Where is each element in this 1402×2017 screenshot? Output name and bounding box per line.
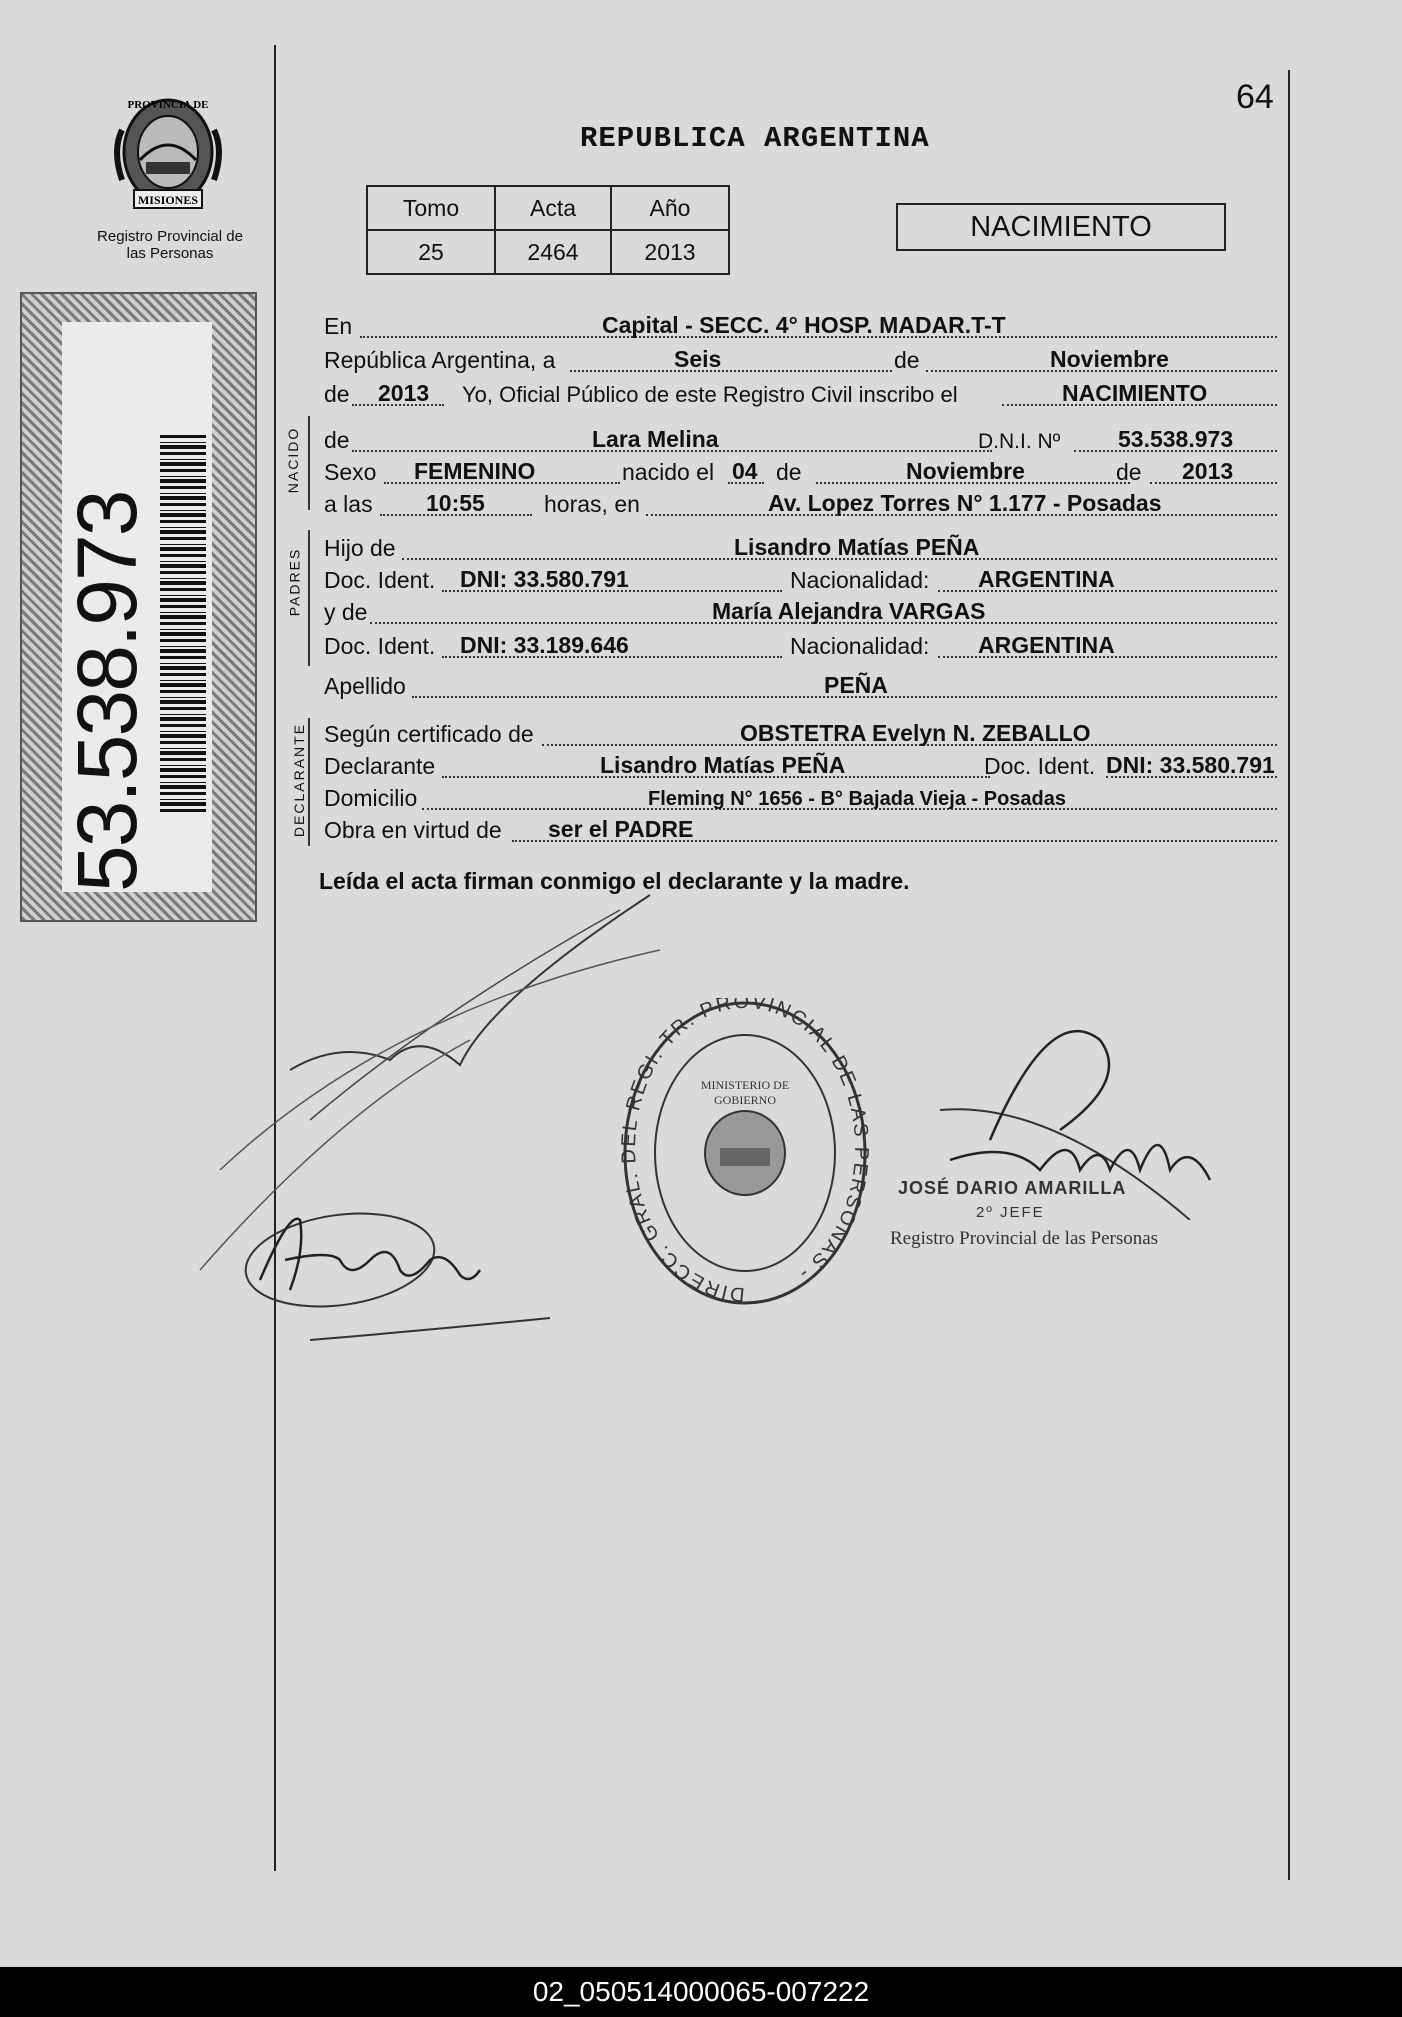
mother-signature: [230, 1190, 570, 1360]
official-office: Registro Provincial de las Personas: [890, 1228, 1159, 1249]
svg-text:PROVINCIA DE: PROVINCIA DE: [127, 99, 209, 111]
table-value-anio: 2013: [611, 230, 729, 274]
row-surname: Apellido PEÑA: [322, 672, 1277, 702]
right-margin-line: [1288, 70, 1290, 1880]
table-header-anio: Año: [611, 186, 729, 230]
country-heading: REPUBLICA ARGENTINA: [580, 122, 930, 155]
month-text-value: Noviembre: [1050, 346, 1169, 372]
nacido-bracket: [308, 416, 310, 510]
record-type-box: NACIMIENTO: [896, 203, 1226, 251]
registry-name: Registro Provincial de las Personas: [97, 228, 243, 262]
row-year: de 2013 Yo, Oficial Público de este Registro Civil inscribo el NACIMIENTO: [322, 380, 1277, 410]
year-value: 2013: [378, 380, 430, 406]
mother-name-value: María Alejandra VARGAS: [712, 598, 986, 624]
row-declarant: Declarante Lisandro Matías PEÑA Doc. Ident. DNI: 33.580.791: [322, 752, 1277, 782]
declarante-bracket: [308, 718, 310, 846]
row-mother-doc: Doc. Ident. DNI: 33.189.646 Nacionalidad: ARGENTINA: [322, 632, 1277, 662]
row-mother: y de María Alejandra VARGAS: [322, 598, 1277, 628]
row-time-place: a las 10:55 horas, en Av. Lopez Torres N° 1.177 - Posadas: [322, 490, 1277, 520]
section-label-padres: PADRES: [286, 547, 303, 617]
row-certificate: Según certificado de OBSTETRA Evelyn N. ZEBALLO: [322, 720, 1277, 750]
barcode-dni-number: 53.538.973: [60, 491, 154, 892]
domicile-value: Fleming N° 1656 - B° Bajada Vieja - Posadas: [648, 788, 1067, 810]
birth-year-value: 2013: [1182, 458, 1234, 484]
father-nationality-value: ARGENTINA: [978, 566, 1115, 592]
document-footer-code: 02_050514000065-007222: [0, 1967, 1402, 2017]
official-title: 2º JEFE: [976, 1204, 1045, 1221]
father-doc-value: DNI: 33.580.791: [460, 566, 629, 592]
row-domicile: Domicilio Fleming N° 1656 - B° Bajada Vieja - Posadas: [322, 784, 1277, 814]
section-label-nacido: NACIDO: [285, 426, 302, 494]
svg-text:DIRECC. GRAL. DEL REGI. TR. PR: DIRECC. GRAL. DEL REGI. TR. PROVINCIAL DE LAS PERSONAS -: [620, 998, 870, 1306]
father-name-value: Lisandro Matías PEÑA: [734, 534, 980, 560]
certificate-by-value: OBSTETRA Evelyn N. ZEBALLO: [740, 720, 1091, 746]
birth-time-value: 10:55: [426, 490, 485, 516]
surname-value: PEÑA: [824, 672, 888, 698]
row-child-name: de Lara Melina D.N.I. Nº 53.538.973: [322, 426, 1277, 456]
barcode-bars: [160, 432, 206, 812]
svg-text:MISIONES: MISIONES: [137, 193, 199, 207]
child-dni-value: 53.538.973: [1118, 426, 1234, 452]
table-value-acta: 2464: [495, 230, 611, 274]
seal-inner-text: MINISTERIO DE GOBIERNO: [700, 1078, 790, 1107]
province-coat-of-arms-logo: [108, 90, 228, 225]
page-number: 64: [1236, 78, 1274, 116]
child-name-value: Lara Melina: [592, 426, 719, 452]
birth-place-value: Av. Lopez Torres N° 1.177 - Posadas: [768, 490, 1162, 516]
row-father-doc: Doc. Ident. DNI: 33.580.791 Nacionalidad: ARGENTINA: [322, 566, 1277, 596]
table-value-tomo: 25: [367, 230, 495, 274]
mother-doc-value: DNI: 33.189.646: [460, 632, 629, 658]
birth-day-value: 04: [732, 458, 758, 484]
table-header-tomo: Tomo: [367, 186, 495, 230]
declarant-doc-value: DNI: 33.580.791: [1106, 752, 1275, 778]
row-sex-birth: Sexo FEMENINO nacido el 04 de Noviembre de 2013: [322, 458, 1277, 488]
volume-record-table: [366, 185, 730, 275]
table-header-acta: Acta: [495, 186, 611, 230]
official-seal: [620, 998, 870, 1308]
barcode-panel: [20, 292, 257, 922]
birth-month-value: Noviembre: [906, 458, 1025, 484]
padres-bracket: [308, 530, 310, 666]
declarant-value: Lisandro Matías PEÑA: [600, 752, 846, 778]
row-date: República Argentina, a Seis de Noviembre: [322, 346, 1277, 376]
row-acting-as: Obra en virtud de ser el PADRE: [322, 816, 1277, 846]
record-kind-value: NACIMIENTO: [1062, 380, 1208, 406]
section-label-declarante: DECLARANTE: [291, 722, 308, 838]
day-text-value: Seis: [674, 346, 722, 372]
mother-nationality-value: ARGENTINA: [978, 632, 1115, 658]
row-father: Hijo de Lisandro Matías PEÑA: [322, 534, 1277, 564]
place-value: Capital - SECC. 4° HOSP. MADAR.T-T: [602, 312, 1006, 338]
closing-statement: Leída el acta firman conmigo el declarante y la madre.: [319, 868, 910, 894]
row-place: En Capital - SECC. 4° HOSP. MADAR.T-T: [322, 312, 1277, 342]
acting-as-value: ser el PADRE: [548, 816, 694, 842]
official-name: JOSÉ DARIO AMARILLA: [898, 1178, 1127, 1198]
sex-value: FEMENINO: [414, 458, 536, 484]
